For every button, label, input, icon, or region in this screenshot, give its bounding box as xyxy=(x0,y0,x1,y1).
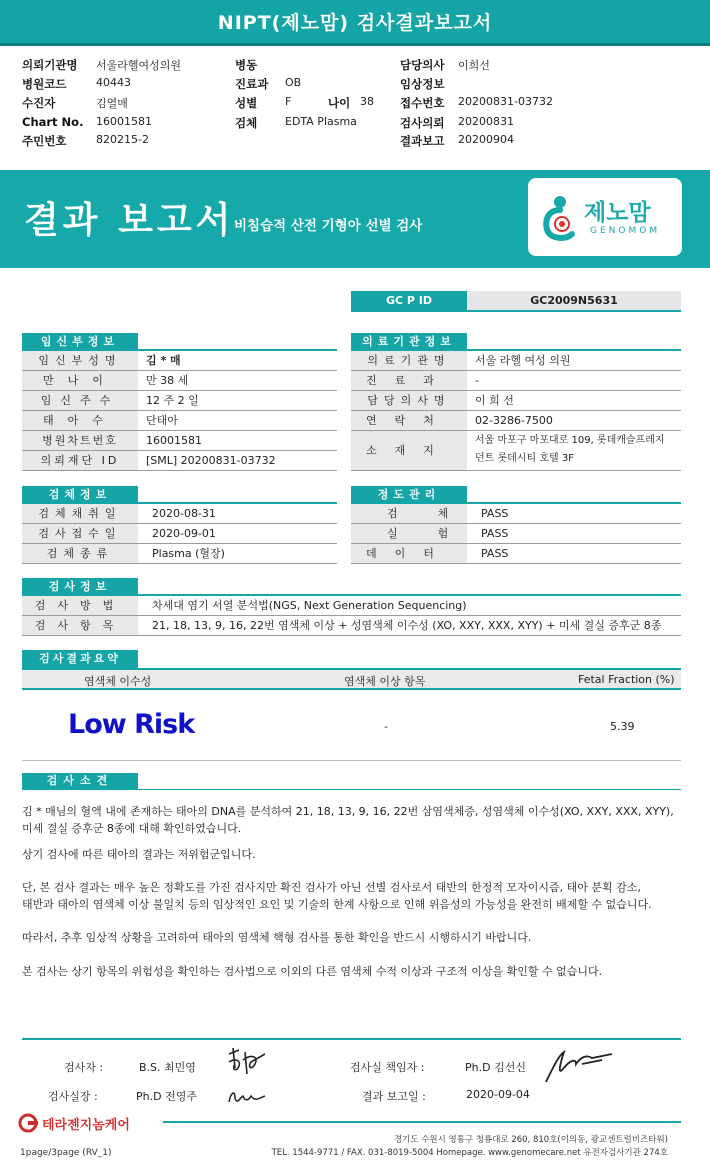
brand-g-icon xyxy=(18,1113,40,1133)
address-line-1: 서울 마포구 마포대로 109, 롯데캐슬프레지 xyxy=(475,435,665,446)
table-row xyxy=(22,351,337,371)
clinical-label: 임상정보 xyxy=(400,77,445,91)
pregnant-info-section xyxy=(22,333,337,471)
risk-result: Low Risk xyxy=(68,709,195,740)
genomom-mark-icon xyxy=(540,194,580,240)
table-row xyxy=(351,411,681,431)
chart-label: Chart No. xyxy=(22,115,84,129)
report-date-sign-label: 결과 보고일 : xyxy=(362,1090,426,1103)
opinion-paragraph-5: 본 검사는 상기 항목의 위험성을 확인하는 검사법으로 이외의 다른 염색체 수적 이상과 구조적 이상을 확인할 수 없습니다. xyxy=(22,965,603,978)
table-row xyxy=(351,524,681,544)
row-label: 의뢰재단 ID xyxy=(22,451,138,470)
brand-logo xyxy=(18,1113,130,1133)
accession-value: 20200831-03732 xyxy=(458,95,553,108)
age-value: 38 xyxy=(360,95,374,108)
opinion-paragraph-4: 따라서, 추후 임상적 상황을 고려하여 태아의 염색체 핵형 검사를 통한 확인을 반드시 시행하시기 바랍니다. xyxy=(22,931,532,944)
row-label: 병원차트번호 xyxy=(22,431,138,450)
table-row xyxy=(22,596,681,616)
footer-address: 경기도 수원시 영통구 청룡대로 260, 810호(이의동, 광교센트럴비즈타워) xyxy=(393,1135,668,1145)
test-info-section xyxy=(22,578,681,636)
row-value: 2020-08-31 xyxy=(152,507,216,520)
table-row xyxy=(22,431,337,451)
opinion-paragraph-2: 상기 검사에 따른 태아의 결과는 저위험군입니다. xyxy=(22,848,256,861)
opinion-line: 태반과 태아의 염색체 이상 불일치 등의 임상적인 요인 및 기술의 한계 사항으로 인해 위음성의 가능성을 완전히 배제할 수 없습니다. xyxy=(22,898,652,911)
patient-label: 수진자 xyxy=(22,96,56,110)
footer-contact: TEL. 1544-9771 / FAX. 031-8019-5004 Homepage. www.genomecare.net 유전자검사기관 274호 xyxy=(271,1148,668,1158)
row-label: 의료기관명 xyxy=(351,351,467,370)
row-value: - xyxy=(475,374,479,387)
row-label: 검체채취일 xyxy=(22,504,138,523)
abnormal-items-value: - xyxy=(384,720,388,733)
opinion-line: 단, 본 검사 결과는 매우 높은 정확도를 가진 검사지만 확진 검사가 아닌 선별 검사로서 태반의 한정적 모자이시즘, 태아 분획 감소, xyxy=(22,881,641,894)
col-fetal-fraction: Fetal Fraction (%) xyxy=(578,673,675,686)
director-signature-icon xyxy=(225,1084,269,1110)
chart-value: 16001581 xyxy=(96,115,152,128)
table-row xyxy=(22,616,681,636)
col-aneuploidy: 염색체 이수성 xyxy=(84,675,152,688)
row-value: 서울 라헬 여성 의원 xyxy=(475,354,571,367)
opinion-paragraph-1 xyxy=(22,803,692,837)
dept-value: OB xyxy=(285,76,302,89)
summary-header-row xyxy=(22,670,681,690)
test-info-heading: 검사정보 xyxy=(22,578,138,596)
table-row xyxy=(22,411,337,431)
banner-subtitle: 비침습적 산전 기형아 선별 검사 xyxy=(234,218,423,234)
specimen-info-heading: 검체정보 xyxy=(22,486,138,504)
opinion-line: 김 * 매님의 혈액 내에 존재하는 태아의 DNA를 분석하여 21, 18, 13, 9, 16, 22번 삼염색체증, 성염색체 이수성(XO, XXY, XXX, XYY), xyxy=(22,805,674,818)
request-value: 20200831 xyxy=(458,115,514,128)
table-row xyxy=(351,391,681,411)
footer-divider xyxy=(163,1121,681,1123)
table-row xyxy=(351,544,681,564)
opinion-heading: 검사소견 xyxy=(22,773,138,789)
ward-label: 병동 xyxy=(235,58,258,72)
row-label: 임신주수 xyxy=(22,391,138,410)
fetal-fraction-value: 5.39 xyxy=(610,720,635,733)
gcp-id-box xyxy=(351,291,681,312)
qc-section xyxy=(351,486,681,564)
table-row xyxy=(22,524,337,544)
row-label: 검사방법 xyxy=(22,596,138,615)
row-label: 검체 xyxy=(351,504,467,523)
specimen-label: 검체 xyxy=(235,116,258,130)
report-title: NIPT(제노맘) 검사결과보고서 xyxy=(0,0,710,46)
page-number: 1page/3page (RV_1) xyxy=(20,1148,112,1158)
row-value: Plasma (혈장) xyxy=(152,547,225,560)
head-name: Ph.D 김선신 xyxy=(465,1061,526,1074)
gcp-id-label: GC P ID xyxy=(351,291,467,310)
institution-label: 의뢰기관명 xyxy=(22,58,78,72)
tester-name: B.S. 최민영 xyxy=(139,1061,196,1074)
row-label: 연락처 xyxy=(351,411,467,430)
opinion-paragraph-3 xyxy=(22,879,692,913)
summary-heading: 검사결과요약 xyxy=(22,650,138,668)
table-row xyxy=(22,371,337,391)
row-value: 차세대 염기 서열 분석법(NGS, Next Generation Sequencing) xyxy=(152,599,467,612)
specimen-info-section xyxy=(22,486,337,564)
row-label: 검체종류 xyxy=(22,544,138,563)
institution-value: 서울라헬여성의원 xyxy=(96,59,182,72)
opinion-line: 미세 결실 증후군 8종에 대해 확인하였습니다. xyxy=(22,822,242,835)
header-info xyxy=(22,54,702,156)
tester-signature-icon xyxy=(225,1044,271,1082)
row-label: 실험 xyxy=(351,524,467,543)
table-row xyxy=(22,504,337,524)
director-label: 검사실장 : xyxy=(48,1090,98,1103)
row-value: 이 희 선 xyxy=(475,394,514,407)
row-value: 21, 18, 13, 9, 16, 22번 염색체 이상 + 성염색체 이수성 (XO, XXY, XXX, XYY) + 미세 결실 증후군 8종 xyxy=(152,619,662,632)
qc-heading: 정도관리 xyxy=(351,486,467,504)
specimen-value: EDTA Plasma xyxy=(285,115,357,128)
row-label: 데이터 xyxy=(351,544,467,563)
report-date-value: 20200904 xyxy=(458,133,514,146)
row-label: 소재지 xyxy=(351,431,467,470)
id-value: 820215-2 xyxy=(96,133,149,146)
address-line-2: 던트 롯데시티 호텔 3F xyxy=(475,453,574,464)
table-row xyxy=(22,544,337,564)
hospital-code-label: 병원코드 xyxy=(22,77,67,91)
institution-info-heading: 의료기관정보 xyxy=(351,333,467,351)
row-value: 12 주 2 일 xyxy=(146,394,199,407)
table-row xyxy=(351,431,681,471)
report-date-label: 결과보고 xyxy=(400,134,445,148)
table-row xyxy=(22,391,337,411)
id-label: 주민번호 xyxy=(22,134,67,148)
gcp-id-value: GC2009N5631 xyxy=(467,291,681,310)
age-label: 나이 xyxy=(328,96,351,110)
doctor-label: 담당의사 xyxy=(400,58,445,72)
row-value: 만 38 세 xyxy=(146,374,189,387)
row-value: PASS xyxy=(481,507,509,520)
table-row xyxy=(351,504,681,524)
table-row xyxy=(351,371,681,391)
director-name: Ph.D 전영주 xyxy=(136,1090,197,1103)
logo-english: GENOMOM xyxy=(590,226,661,236)
row-label: 검사접수일 xyxy=(22,524,138,543)
row-value: PASS xyxy=(481,547,509,560)
summary-bottom-line xyxy=(22,760,681,761)
head-signature-icon xyxy=(542,1046,616,1086)
row-value: 16001581 xyxy=(146,434,202,447)
row-label: 검사항목 xyxy=(22,616,138,635)
request-label: 검사의뢰 xyxy=(400,116,445,130)
pregnant-info-heading: 임신부정보 xyxy=(22,333,138,351)
table-row xyxy=(22,451,337,471)
row-label: 담당의사명 xyxy=(351,391,467,410)
hospital-code-value: 40443 xyxy=(96,76,131,89)
table-row xyxy=(351,351,681,371)
institution-info-section xyxy=(351,333,681,471)
row-value: 2020-09-01 xyxy=(152,527,216,540)
row-value: 단태아 xyxy=(146,414,178,427)
genomom-logo xyxy=(528,178,682,256)
row-value: PASS xyxy=(481,527,509,540)
row-label: 진료과 xyxy=(351,371,467,390)
head-label: 검사실 책임자 : xyxy=(350,1061,425,1074)
dept-label: 진료과 xyxy=(235,77,269,91)
row-label: 임신부성명 xyxy=(22,351,138,370)
row-value: 02-3286-7500 xyxy=(475,414,553,427)
row-value: [SML] 20200831-03732 xyxy=(146,454,276,467)
accession-label: 접수번호 xyxy=(400,96,445,110)
row-label: 만나이 xyxy=(22,371,138,390)
row-value: 김 * 매 xyxy=(146,354,181,367)
report-date-sign-value: 2020-09-04 xyxy=(466,1088,530,1101)
sex-value: F xyxy=(285,95,292,108)
logo-korean: 제노맘 xyxy=(584,200,651,226)
brand-name: 테라젠지놈케어 xyxy=(42,1117,130,1133)
signature-divider xyxy=(22,1038,681,1040)
doctor-value: 이희선 xyxy=(458,59,490,72)
opinion-divider xyxy=(22,789,681,790)
tester-label: 검사자 : xyxy=(64,1061,104,1074)
banner-title: 결과 보고서 xyxy=(24,200,235,241)
sex-label: 성별 xyxy=(235,96,258,110)
col-abnormal-items: 염색체 이상 항목 xyxy=(344,675,426,688)
row-label: 태아수 xyxy=(22,411,138,430)
patient-value: 김열매 xyxy=(96,97,128,110)
